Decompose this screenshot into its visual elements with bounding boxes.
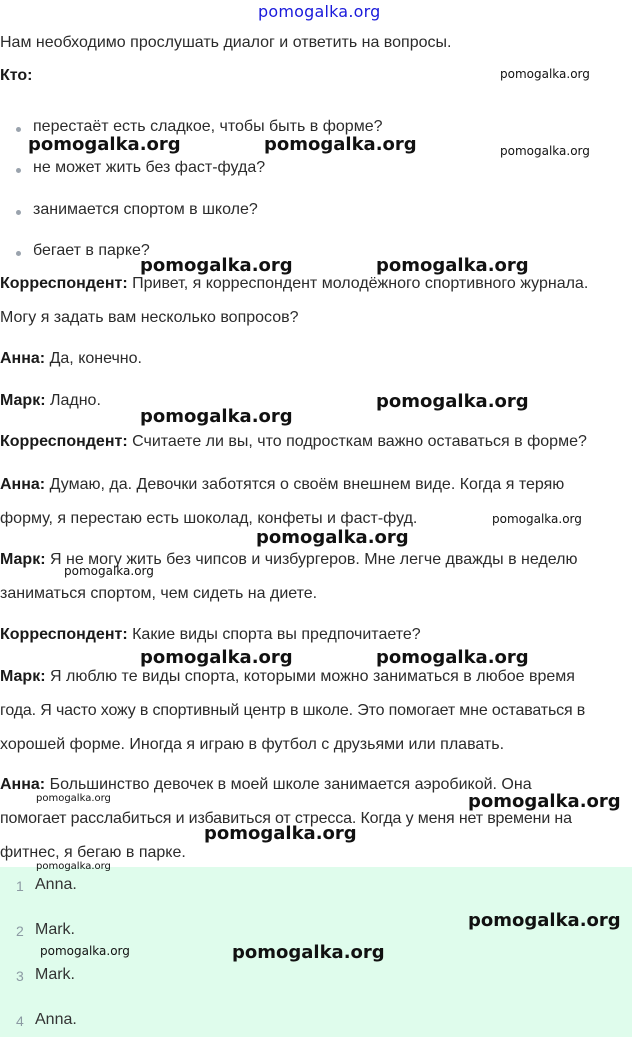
intro-text: Нам необходимо прослушать диалог и ответить на вопросы. bbox=[0, 34, 452, 51]
watermark: pomogalka.org bbox=[256, 527, 409, 548]
question-text: не может жить без фаст-фуда? bbox=[33, 159, 266, 176]
watermark-top: pomogalka.org bbox=[258, 2, 381, 21]
watermark: pomogalka.org bbox=[376, 255, 529, 276]
speech-text: Ладно. bbox=[49, 392, 101, 409]
speaker-name: Марк bbox=[0, 668, 41, 685]
speaker-name: Корреспондент bbox=[0, 433, 123, 450]
speaker-name: Корреспондент bbox=[0, 275, 123, 292]
watermark: pomogalka.org bbox=[140, 406, 293, 427]
answer-text: Mark. bbox=[35, 921, 75, 938]
speech-text: хорошей форме. Иногда я играю в футбол с друзьями или плавать. bbox=[0, 736, 505, 753]
answer-number: 1 bbox=[16, 878, 24, 894]
speaker-name: Марк bbox=[0, 392, 41, 409]
watermark: pomogalka.org bbox=[376, 647, 529, 668]
watermark: pomogalka.org bbox=[468, 910, 621, 931]
who-label: Кто: bbox=[0, 67, 33, 84]
watermark: pomogalka.org bbox=[500, 67, 590, 81]
speech-text: заниматься спортом, чем сидеть на диете. bbox=[0, 585, 318, 602]
watermark: pomogalka.org bbox=[140, 255, 293, 276]
speaker-name: Анна bbox=[0, 476, 40, 493]
speech-text: Я люблю те виды спорта, которыми можно заниматься в любое время bbox=[49, 668, 575, 685]
bullet-icon bbox=[16, 168, 21, 173]
watermark: pomogalka.org bbox=[376, 391, 529, 412]
answer-text: Anna. bbox=[35, 1011, 77, 1028]
answer-number: 3 bbox=[16, 968, 24, 984]
watermark: pomogalka.org bbox=[40, 944, 130, 958]
speech-text: Считаете ли вы, что подросткам важно оставаться в форме? bbox=[132, 433, 587, 450]
watermark: pomogalka.org bbox=[64, 564, 154, 578]
watermark: pomogalka.org bbox=[232, 942, 385, 963]
speech-text: помогает расслабиться и избавиться от стресса. Когда у меня нет времени на bbox=[0, 810, 572, 827]
bullet-icon bbox=[16, 127, 21, 132]
speaker-name: Корреспондент bbox=[0, 626, 123, 643]
watermark: pomogalka.org bbox=[468, 791, 621, 812]
watermark: pomogalka.org bbox=[204, 823, 357, 844]
watermark: pomogalka.org bbox=[36, 793, 111, 804]
watermark: pomogalka.org bbox=[28, 134, 181, 155]
question-text: занимается спортом в школе? bbox=[33, 201, 258, 218]
watermark: pomogalka.org bbox=[140, 647, 293, 668]
speech-text: форму, я перестаю есть шоколад, конфеты и фаст-фуд. bbox=[0, 510, 418, 527]
answer-number: 4 bbox=[16, 1013, 24, 1029]
speaker-name: Анна bbox=[0, 776, 40, 793]
speech-text: Большинство девочек в моей школе занимается аэробикой. Она bbox=[49, 776, 532, 793]
question-text: бегает в парке? bbox=[33, 242, 150, 259]
speech-text: фитнес, я бегаю в парке. bbox=[0, 844, 186, 861]
watermark: pomogalka.org bbox=[36, 861, 111, 872]
watermark: pomogalka.org bbox=[492, 512, 582, 526]
speech-text: Могу я задать вам несколько вопросов? bbox=[0, 309, 299, 326]
watermark: pomogalka.org bbox=[264, 134, 417, 155]
watermark: pomogalka.org bbox=[500, 144, 590, 158]
bullet-icon bbox=[16, 210, 21, 215]
speech-text: Думаю, да. Девочки заботятся о своём внешнем виде. Когда я теряю bbox=[49, 476, 565, 493]
answer-number: 2 bbox=[16, 923, 24, 939]
speech-text: Какие виды спорта вы предпочитаете? bbox=[132, 626, 421, 643]
speech-text: Привет, я корреспондент молодёжного спортивного журнала. bbox=[132, 275, 589, 292]
speaker-name: Анна bbox=[0, 350, 40, 367]
speech-text: года. Я часто хожу в спортивный центр в школе. Это помогает мне оставаться в bbox=[0, 702, 586, 719]
question-text: перестаёт есть сладкое, чтобы быть в форме? bbox=[33, 118, 383, 135]
answer-text: Mark. bbox=[35, 966, 75, 983]
answer-text: Anna. bbox=[35, 876, 77, 893]
speech-text: Я не могу жить без чипсов и чизбургеров. Мне легче дважды в неделю bbox=[49, 551, 578, 568]
bullet-icon bbox=[16, 251, 21, 256]
speaker-name: Марк bbox=[0, 551, 41, 568]
speech-text: Да, конечно. bbox=[49, 350, 142, 367]
